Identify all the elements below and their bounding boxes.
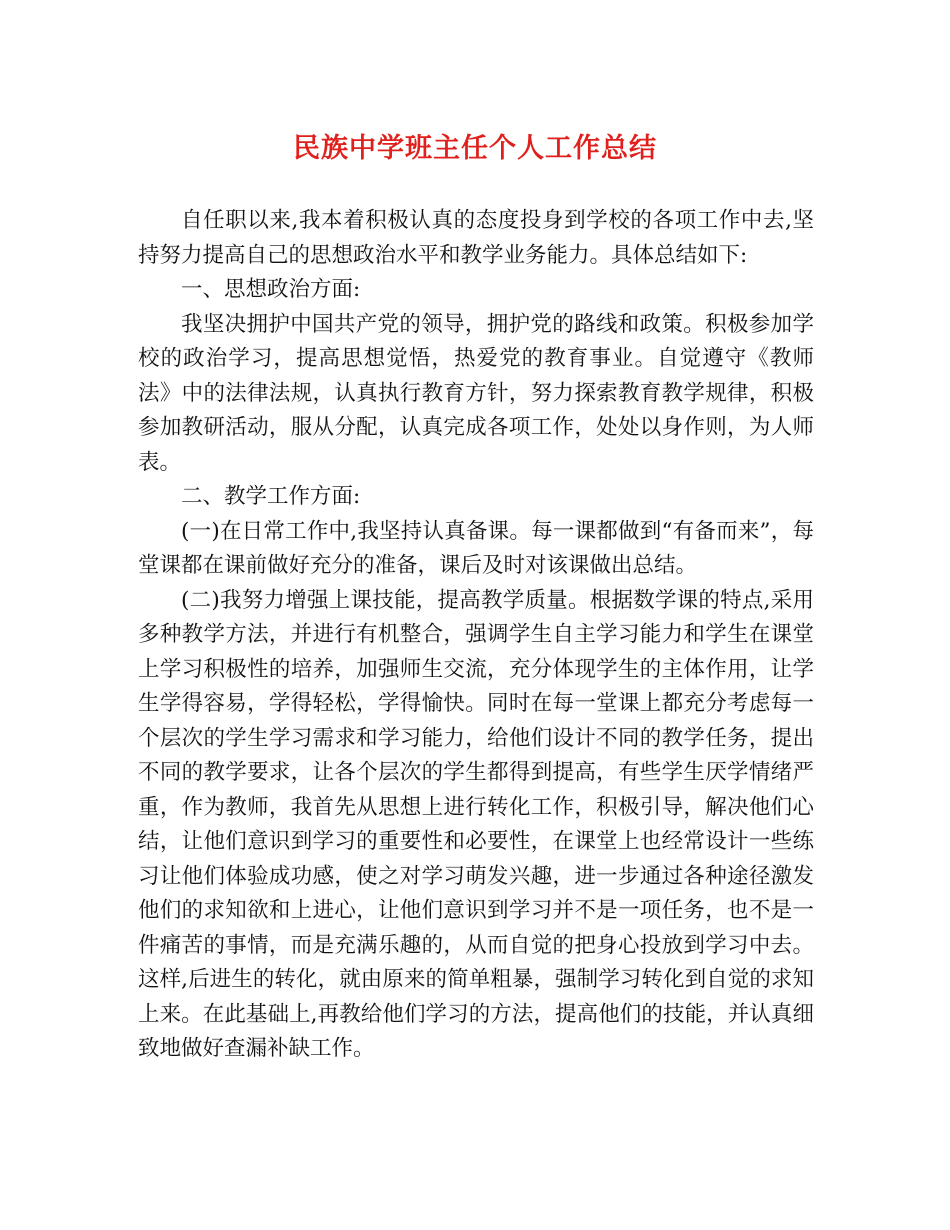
document-title: 民族中学班主任个人工作总结 bbox=[293, 133, 657, 164]
document-body bbox=[138, 204, 814, 1067]
paragraph-teaching-1: (一)在日常工作中,我坚持认真备课。每一课都做到“有备而来”，每堂课都在课前做好充分的准备，课后及时对该课做出总结。 bbox=[138, 518, 814, 578]
paragraph-politics: 我坚决拥护中国共产党的领导，拥护党的路线和政策。积极参加学校的政治学习，提高思想觉悟，热爱党的教育事业。自觉遵守《教师法》中的法律法规，认真执行教育方针，努力探索教育教学规律，积极参加教研活动，服从分配，认真完成各项工作，处处以身作则，为人师表。 bbox=[138, 311, 814, 475]
paragraph-teaching-2: (二)我努力增强上课技能，提高教学质量。根据数学课的特点,采用多种教学方法，并进行有机整合，强调学生自主学习能力和学生在课堂上学习积极性的培养，加强师生交流，充分体现学生的主体作用，让学生学得容易，学得轻松，学得愉快。同时在每一堂课上都充分考虑每一个层次的学生学习需求和学习能力，给他们设计不同的教学任务，提出不同的教学要求，让各个层次的学生都得到提高，有些学生厌学情绪严重，作为教师，我首先从思想上进行转化工作，积极引导，解决他们心结，让他们意识到学习的重要性和必要性，在课堂上也经常设计一些练习让他们体验成功感，使之对学习萌发兴趣，进一步通过各种途径激发他们的求知欲和上进心，让他们意识到学习并不是一项任务，也不是一件痛苦的事情，而是充满乐趣的，从而自觉的把身心投放到学习中去。这样,后进生的转化，就由原来的简单粗暴，强制学习转化到自觉的求知上来。在此基础上,再教给他们学习的方法，提高他们的技能，并认真细致地做好查漏补缺工作。 bbox=[138, 587, 814, 1061]
section-heading-teaching: 二、教学工作方面: bbox=[181, 484, 361, 509]
section-heading-politics: 一、思想政治方面: bbox=[181, 277, 361, 302]
paragraph-intro: 自任职以来,我本着积极认真的态度投身到学校的各项工作中去,坚持努力提高自己的思想政治水平和教学业务能力。具体总结如下: bbox=[138, 208, 814, 268]
